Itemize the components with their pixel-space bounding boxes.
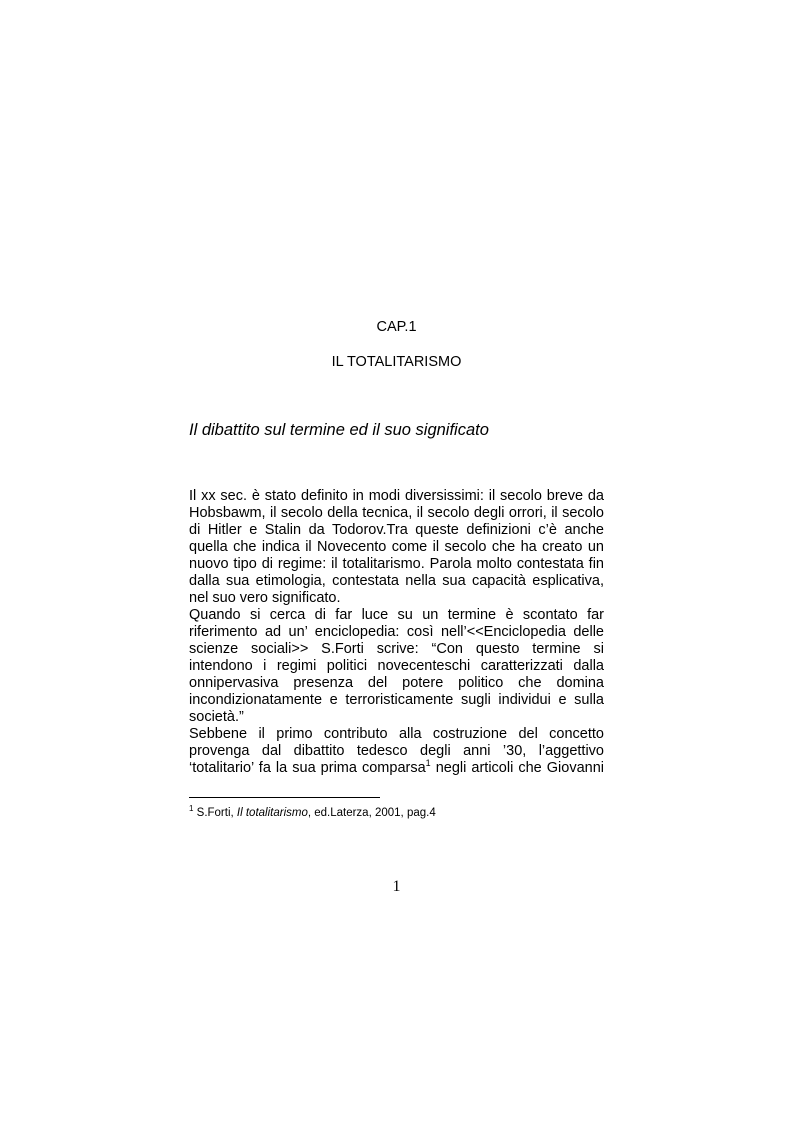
body-paragraph [189,726,604,777]
footnote-number: 1 [189,804,194,813]
footnote-reference: 1 [425,758,431,768]
footnote-work-title: Il totalitarismo [236,807,308,819]
page-number: 1 [392,878,401,895]
body-text [189,488,604,777]
footnote-separator [189,797,380,798]
footnote-details: , ed.Laterza, 2001, pag.4 [307,807,436,819]
body-paragraph: Quando si cerca di far luce su un termine è scontato far riferimento ad un’ enciclopedia: così nell’<<Enciclopedia delle scienze sociali>> S.Forti scrive: “Con questo termine si intendono i regimi politici novecenteschi caratterizzati dalla onnipervasiva presenza del potere politico che domina incondizionatamente e terroristicamente sugli individui e sulla società.” [189,607,604,725]
chapter-label: CAP.1 [376,319,417,335]
footnote-author: S.Forti, [193,807,237,819]
chapter-title: IL TOTALITARISMO [331,354,462,370]
footnote [189,806,604,820]
body-paragraph: Il xx sec. è stato definito in modi diversissimi: il secolo breve da Hobsbawm, il secolo della tecnica, il secolo degli orrori, il secolo di Hitler e Stalin da Todorov.Tra queste definizioni c’è anche quella che indica il Novecento come il secolo che ha creato un nuovo tipo di regime: il totalitarismo. Parola molto contestata fin dalla sua etimologia, contestata nella sua capacità esplicativa, nel suo vero significato. [189,488,604,606]
section-heading: Il dibattito sul termine ed il suo significato [189,421,489,439]
paragraph-text: Sebbene il primo contributo alla costruzione del concetto provenga dal dibattito tedesco degli anni ’30, l’aggettivo ‘totalitario’ fa la sua prima comparsa [189,726,604,776]
paragraph-text: negli articoli che Giovanni [430,760,604,776]
